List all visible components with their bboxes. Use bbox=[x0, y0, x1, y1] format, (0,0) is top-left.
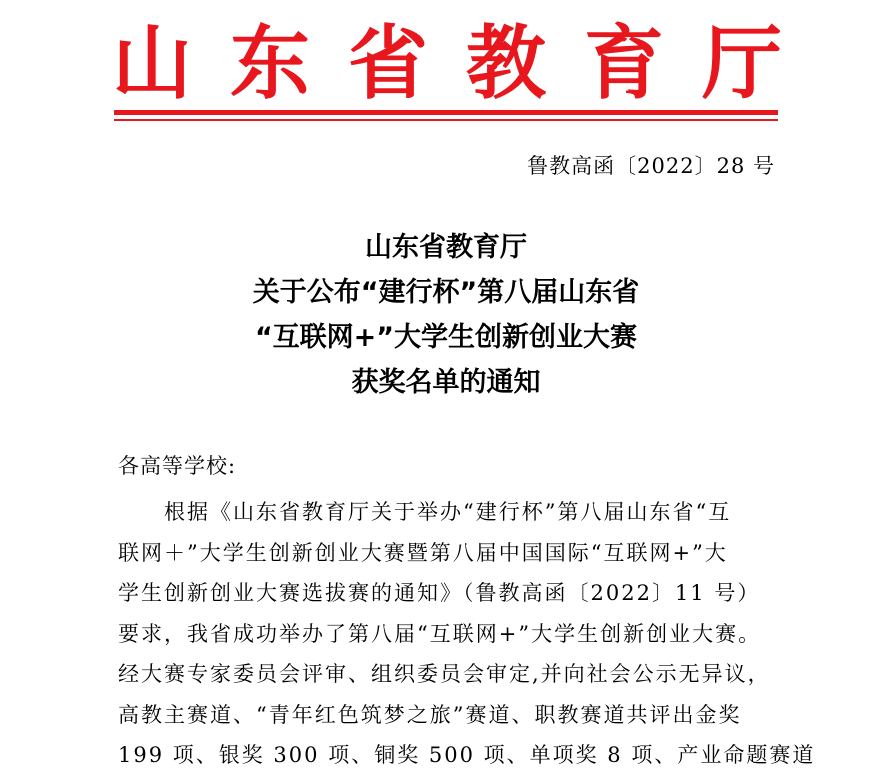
body-line: 高教主赛道、“青年红色筑梦之旅”赛道、职教赛道共评出金奖 bbox=[118, 702, 742, 727]
title-line: “互联网+”大学生创新创业大赛 bbox=[254, 322, 638, 353]
body-line: 199 项、银奖 300 项、铜奖 500 项、单项奖 8 项、产业命题赛道 bbox=[118, 743, 816, 767]
masthead-char: 厅 bbox=[702, 17, 782, 110]
salutation: 各高等学校: bbox=[118, 454, 237, 478]
masthead-char: 育 bbox=[584, 17, 664, 110]
masthead-rule-thin bbox=[114, 119, 778, 121]
masthead-char: 教 bbox=[466, 17, 546, 110]
body-line: 要求，我省成功举办了第八届“互联网+”大学生创新创业大赛。 bbox=[118, 621, 762, 646]
title-line: 山东省教育厅 bbox=[365, 232, 527, 263]
masthead-char: 东 bbox=[230, 17, 310, 110]
title-line: 获奖名单的通知 bbox=[351, 367, 541, 398]
masthead-char: 山 bbox=[112, 17, 192, 110]
body-line: 学生创新创业大赛选拔赛的通知》（鲁教高函〔2022〕11 号） bbox=[118, 581, 761, 605]
body-paragraph bbox=[118, 492, 815, 776]
document-title bbox=[114, 225, 778, 405]
document-number: 鲁教高函〔2022〕28 号 bbox=[527, 154, 775, 178]
masthead-rule-thick bbox=[114, 110, 778, 115]
body-line: 经大赛专家委员会评审、组织委员会审定,并向社会公示无异议， bbox=[118, 662, 771, 686]
body-line: 根据《山东省教育厅关于举办“建行杯”第八届山东省“互 bbox=[164, 500, 732, 524]
masthead-char: 省 bbox=[348, 17, 428, 110]
title-line: 关于公布“建行杯”第八届山东省 bbox=[252, 277, 640, 308]
issuer-masthead bbox=[112, 18, 782, 110]
body-line: 联网＋”大学生创新创业大赛暨第八届中国国际“互联网+”大 bbox=[118, 540, 728, 565]
